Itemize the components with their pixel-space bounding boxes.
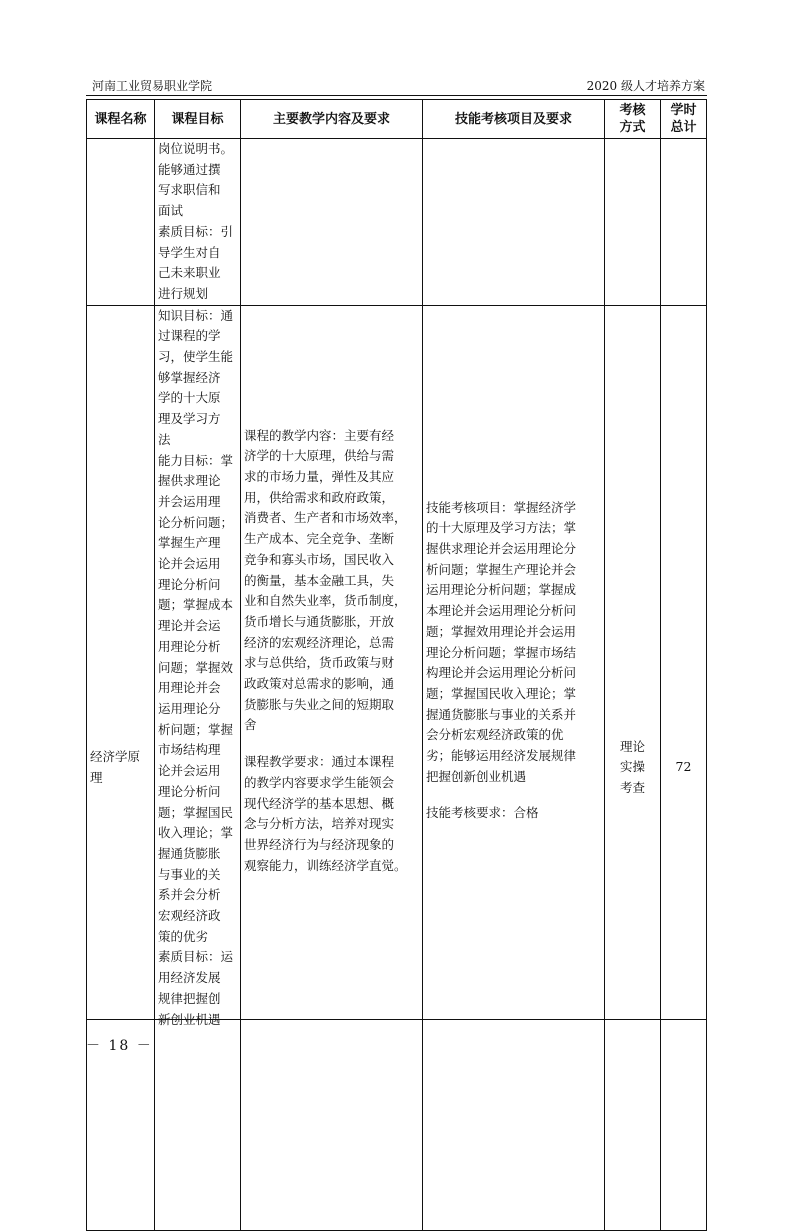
school-name: 河南工业贸易职业学院 <box>92 79 213 93</box>
skill-assessment-cell <box>423 139 605 306</box>
course-goal-cell: 知识目标：通 过课程的学 习，使学生能 够掌握经济 学的十大原 理及学习方 法 能力目标：掌 握供求理论 并会运用理 论分析问题； 掌握生产理 论并会运用 理论分析问 题；掌握成本 理论并会运 用理论分析 问题；掌握效 用理论并会 运用理论分 析问题；掌握 市场结构理 论并会运用 理论分析问 题；掌握国民 收入理论；掌 握通货膨胀 与事业的关 系并会分析 宏观经济政 策的优劣 素质目标：运 用经济发展 规律把握创 新创业机遇 <box>155 305 241 1230</box>
teaching-content-cell <box>241 139 423 306</box>
header-skill-assessment: 技能考核项目及要求 <box>423 100 605 139</box>
header-teaching-content: 主要教学内容及要求 <box>241 100 423 139</box>
header-assessment-method: 考核 方式 <box>605 100 661 139</box>
course-name-cell: 经济学原理 <box>87 305 155 1230</box>
table-header-row <box>87 100 707 139</box>
page-number: － 18 － <box>86 1038 153 1054</box>
total-hours-cell <box>661 139 707 306</box>
assessment-method-cell <box>605 139 661 306</box>
footer-divider <box>86 1019 707 1020</box>
skill-items-text: 技能考核项目：掌握经济学 的十大原理及学习方法；掌 握供求理论并会运用理论分 析问题；掌握生产理论并会 运用理论分析问题；掌握成 本理论并会运用理论分析问 题；掌握效用理论并会运用 理论分析问题；掌握市场结 构理论并会运用理论分析问 题；掌握国民收入理论；掌 握通货膨胀与事业的关系并 会分析宏观经济政策的优 劣；能够运用经济发展规律 把握创新创业机遇 <box>426 499 577 784</box>
table-row <box>87 139 707 306</box>
course-table <box>86 99 707 1231</box>
course-name-cell <box>87 139 155 306</box>
skill-assessment-cell <box>423 305 605 1230</box>
total-hours-cell: 72 <box>661 305 707 1230</box>
header-course-goal: 课程目标 <box>155 100 241 139</box>
teaching-content-text: 课程的教学内容：主要有经 济学的十大原理，供给与需 求的市场力量，弹性及其应 用，供给需求和政府政策， 消费者、生产者和市场效率， 生产成本、完全竞争、垄断 竞争和寡头市场，国民收入 的衡量，基本金融工具，失 业和自然失业率，货币制度， 货币增长与通货膨胀，开放 经济的宏观经济理论，总需 求与总供给，货币政策与财 政政策对总需求的影响，通 货膨胀与失业之间的短期取 舍 <box>244 427 407 733</box>
teaching-content-cell <box>241 305 423 1230</box>
plan-title: 2020 级人才培养方案 <box>586 79 705 93</box>
course-goal-cell: 岗位说明书。 能够通过撰 写求职信和 面试 素质目标：引 导学生对自 己未来职业 进行规划 <box>155 139 241 306</box>
header-divider <box>86 95 707 96</box>
header-total-hours: 学时 总计 <box>661 100 707 139</box>
table-row <box>87 305 707 1230</box>
teaching-requirements-text: 课程教学要求：通过本课程 的教学内容要求学生能领会 现代经济学的基本思想、概 念与分析方法，培养对现实 世界经济行为与经济现象的 观察能力，训练经济学直觉。 <box>244 754 407 873</box>
skill-requirement-text: 技能考核要求：合格 <box>426 805 539 821</box>
header-course-name: 课程名称 <box>87 100 155 139</box>
assessment-method-cell: 理论 实操 考查 <box>605 305 661 1230</box>
